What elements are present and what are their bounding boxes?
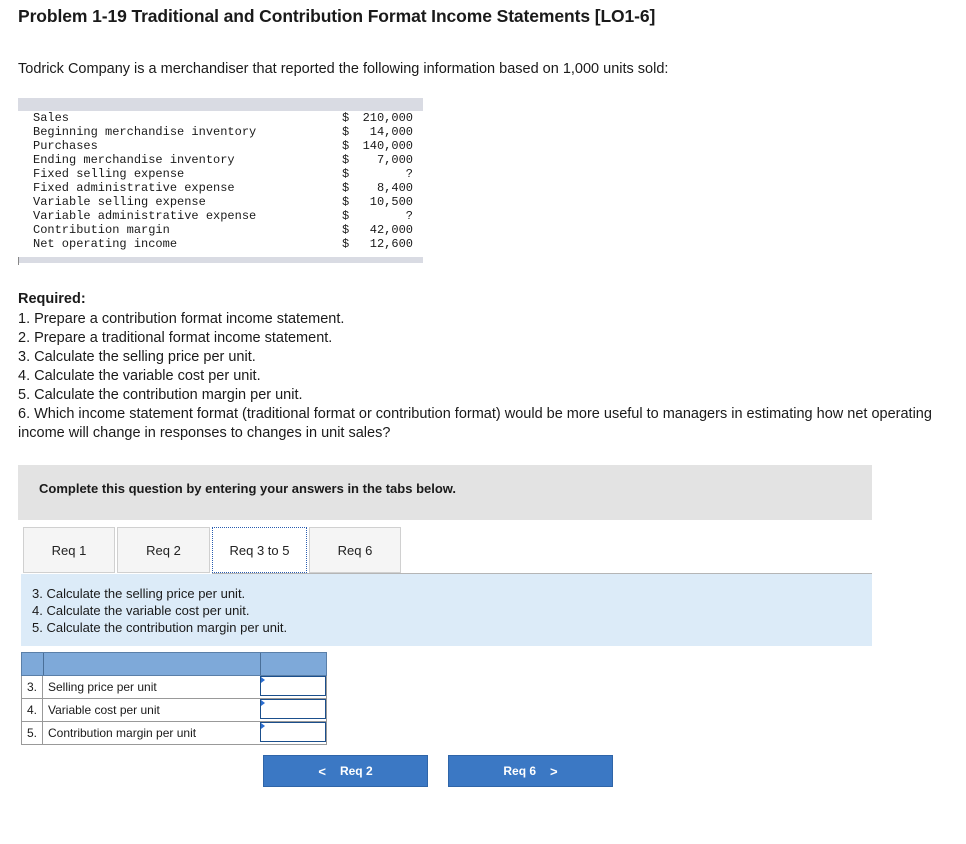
list-item: 5. Calculate the contribution margin per unit.: [18, 387, 303, 403]
contribution-margin-input[interactable]: [260, 722, 326, 742]
list-item: 2. Prepare a traditional format income statement.: [18, 330, 333, 346]
table-row: Beginning merchandise inventory $ 14,000: [33, 125, 413, 139]
variable-cost-input[interactable]: [260, 699, 326, 719]
table-row: 5. Contribution margin per unit: [21, 722, 327, 745]
instruction-line: 4. Calculate the variable cost per unit.: [32, 603, 250, 618]
intro-text: Todrick Company is a merchandiser that reported the following information based on 1,000 units sold:: [18, 61, 669, 77]
given-data-table: [18, 98, 423, 265]
list-item: 6. Which income statement format (traditional format or contribution format) would be more useful to managers in estimating how net operating income will change in responses to changes in unit sales?: [18, 406, 932, 441]
instruction-banner: [18, 465, 872, 520]
required-heading: Required:: [18, 291, 86, 307]
table-top-band: [18, 98, 423, 111]
selling-price-input[interactable]: [260, 676, 326, 696]
table-row: Sales $ 210,000: [33, 111, 413, 125]
instruction-text: Complete this question by entering your answers in the tabs below.: [39, 481, 457, 496]
tab-req-6[interactable]: Req 6: [309, 527, 401, 573]
input-marker-icon: [261, 677, 265, 683]
list-item: 3. Calculate the selling price per unit.: [18, 349, 256, 365]
table-divider: [18, 257, 19, 265]
required-list: [18, 310, 958, 443]
chevron-left-icon: <: [318, 763, 326, 779]
table-row: Fixed selling expense $ ?: [33, 167, 413, 181]
tab-req-3-to-5[interactable]: Req 3 to 5: [212, 527, 307, 573]
next-req-6-button[interactable]: Req 6 >: [448, 755, 613, 787]
answer-table-header: [21, 652, 327, 676]
table-row: Contribution margin $ 42,000: [33, 223, 413, 237]
input-marker-icon: [261, 700, 265, 706]
tab-instructions-panel: [21, 574, 872, 646]
answer-table: [21, 652, 327, 744]
chevron-right-icon: >: [550, 763, 558, 779]
prev-req-2-button[interactable]: < Req 2: [263, 755, 428, 787]
table-bottom-band: [18, 257, 423, 263]
tab-req-2[interactable]: Req 2: [117, 527, 210, 573]
list-item: 4. Calculate the variable cost per unit.: [18, 368, 261, 384]
table-row: Variable administrative expense $ ?: [33, 209, 413, 223]
table-row: 4. Variable cost per unit: [21, 699, 327, 722]
table-row: Fixed administrative expense $ 8,400: [33, 181, 413, 195]
instruction-line: 3. Calculate the selling price per unit.: [32, 586, 246, 601]
table-row: Net operating income $ 12,600: [33, 237, 413, 251]
table-row: Ending merchandise inventory $ 7,000: [33, 153, 413, 167]
table-row: Purchases $ 140,000: [33, 139, 413, 153]
page-title: Problem 1-19 Traditional and Contribution Format Income Statements [LO1-6]: [18, 6, 656, 26]
table-row: 3. Selling price per unit: [21, 676, 327, 699]
tab-req-1[interactable]: Req 1: [23, 527, 115, 573]
table-row: Variable selling expense $ 10,500: [33, 195, 413, 209]
list-item: 1. Prepare a contribution format income statement.: [18, 311, 345, 327]
instruction-line: 5. Calculate the contribution margin per unit.: [32, 620, 288, 635]
input-marker-icon: [261, 723, 265, 729]
